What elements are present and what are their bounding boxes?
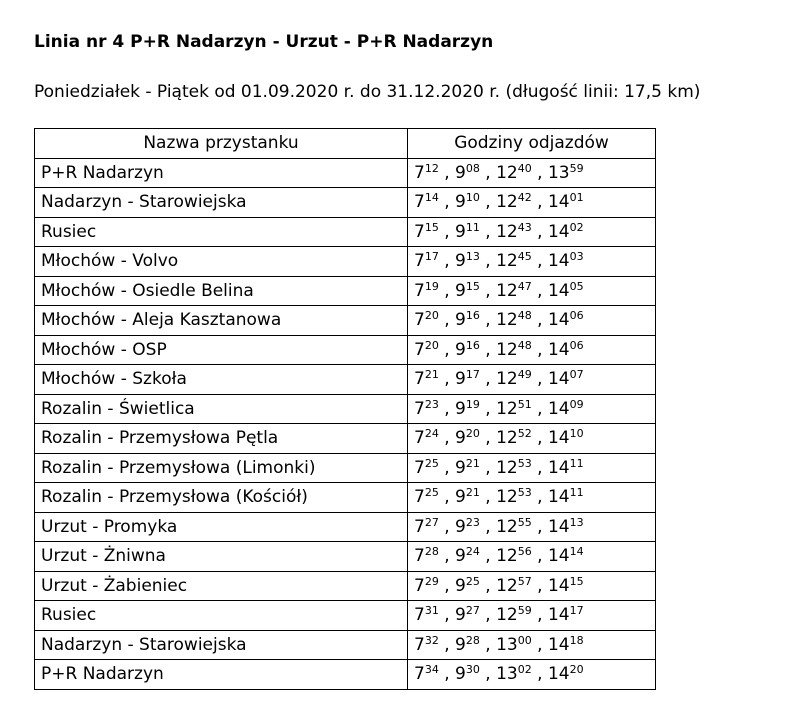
stop-name-cell: Młochów - OSP	[35, 335, 408, 365]
departure-times-cell	[408, 571, 656, 601]
time-separator: ,	[479, 251, 497, 272]
departure-hour: 14	[547, 192, 570, 213]
departure-minutes: 21	[465, 456, 480, 470]
departure-hour: 12	[496, 398, 518, 419]
departure-times-cell	[408, 247, 656, 277]
departure-hour: 14	[547, 664, 570, 685]
departure-minutes: 24	[424, 427, 439, 441]
departure-hour: 7	[414, 192, 425, 213]
departure-minutes: 47	[517, 279, 532, 293]
time-separator: ,	[438, 487, 456, 508]
time-separator: ,	[438, 310, 456, 331]
time-separator: ,	[531, 280, 548, 301]
departure-times-cell	[408, 276, 656, 306]
table-row	[35, 394, 656, 424]
departure-hour: 7	[414, 398, 425, 419]
time-separator: ,	[531, 428, 548, 449]
departure-minutes: 19	[424, 279, 439, 293]
stop-name-cell: Rozalin - Przemysłowa (Limonki)	[35, 453, 408, 483]
time-separator: ,	[531, 162, 548, 183]
departure-times-cell	[408, 601, 656, 631]
time-separator: ,	[438, 251, 456, 272]
departure-hour: 7	[414, 162, 425, 183]
time-separator: ,	[438, 516, 456, 537]
time-separator: ,	[479, 398, 497, 419]
departure-hour: 12	[496, 369, 518, 390]
departure-hour: 9	[455, 339, 466, 360]
stop-name-cell: P+R Nadarzyn	[35, 660, 408, 690]
departure-hour: 12	[496, 162, 518, 183]
departure-hour: 14	[547, 516, 570, 537]
time-separator: ,	[479, 162, 497, 183]
time-separator: ,	[479, 369, 497, 390]
departure-minutes: 51	[517, 397, 532, 411]
departure-minutes: 17	[424, 250, 439, 264]
departure-minutes: 11	[569, 486, 584, 500]
stop-name-cell: Młochów - Volvo	[35, 247, 408, 277]
stop-name-cell: Młochów - Aleja Kasztanowa	[35, 306, 408, 336]
departure-hour: 9	[455, 634, 466, 655]
table-row	[35, 542, 656, 572]
departure-times-cell	[408, 660, 656, 690]
departure-minutes: 09	[569, 397, 584, 411]
stop-name-cell: Rozalin - Świetlica	[35, 394, 408, 424]
time-separator: ,	[531, 516, 548, 537]
table-row	[35, 217, 656, 247]
departure-hour: 14	[547, 280, 570, 301]
departure-hour: 14	[547, 546, 570, 567]
departure-hour: 7	[414, 251, 425, 272]
departure-hour: 9	[455, 575, 466, 596]
departure-hour: 12	[496, 251, 518, 272]
departure-hour: 13	[496, 664, 518, 685]
time-separator: ,	[479, 487, 497, 508]
departure-minutes: 18	[569, 633, 584, 647]
departure-hour: 9	[455, 221, 466, 242]
departure-minutes: 20	[424, 309, 439, 323]
table-row	[35, 601, 656, 631]
table-header-row	[35, 129, 656, 159]
departure-hour: 9	[455, 546, 466, 567]
timetable-body	[35, 158, 656, 689]
departure-hour: 7	[414, 487, 425, 508]
schedule-subtitle: Poniedziałek - Piątek od 01.09.2020 r. do 31.12.2020 r. (długość linii: 17,5 km)	[34, 82, 701, 102]
time-separator: ,	[531, 192, 548, 213]
departure-hour: 13	[547, 162, 570, 183]
time-separator: ,	[479, 546, 497, 567]
departure-hour: 7	[414, 634, 425, 655]
departure-hour: 9	[455, 369, 466, 390]
time-separator: ,	[438, 339, 456, 360]
time-separator: ,	[479, 310, 497, 331]
departure-hour: 9	[455, 398, 466, 419]
page-title: Linia nr 4 P+R Nadarzyn - Urzut - P+R Nadarzyn	[34, 32, 494, 52]
header-stop-name: Nazwa przystanku	[35, 129, 408, 159]
departure-minutes: 52	[517, 427, 532, 441]
departure-minutes: 10	[569, 427, 584, 441]
departure-minutes: 21	[465, 486, 480, 500]
departure-minutes: 48	[517, 309, 532, 323]
time-separator: ,	[479, 516, 497, 537]
departure-hour: 12	[496, 428, 518, 449]
time-separator: ,	[438, 280, 456, 301]
departure-times-cell	[408, 512, 656, 542]
departure-hour: 12	[496, 487, 518, 508]
departure-minutes: 48	[517, 338, 532, 352]
departure-times-cell	[408, 542, 656, 572]
departure-hour: 7	[414, 280, 425, 301]
departure-times-cell	[408, 365, 656, 395]
departure-hour: 7	[414, 428, 425, 449]
time-separator: ,	[479, 280, 497, 301]
departure-minutes: 13	[569, 515, 584, 529]
departure-times-cell	[408, 630, 656, 660]
departure-minutes: 53	[517, 456, 532, 470]
time-separator: ,	[438, 398, 456, 419]
departure-minutes: 15	[424, 220, 439, 234]
departure-hour: 7	[414, 575, 425, 596]
departure-times-cell	[408, 188, 656, 218]
departure-times-cell	[408, 394, 656, 424]
table-row	[35, 158, 656, 188]
departure-times-cell	[408, 453, 656, 483]
departure-hour: 14	[547, 428, 570, 449]
time-separator: ,	[438, 575, 456, 596]
departure-minutes: 28	[465, 633, 480, 647]
departure-hour: 14	[547, 251, 570, 272]
departure-hour: 14	[547, 221, 570, 242]
departure-minutes: 27	[424, 515, 439, 529]
departure-hour: 12	[496, 546, 518, 567]
departure-minutes: 11	[569, 456, 584, 470]
time-separator: ,	[479, 575, 497, 596]
departure-hour: 7	[414, 516, 425, 537]
departure-minutes: 13	[465, 250, 480, 264]
time-separator: ,	[438, 192, 456, 213]
departure-times-cell	[408, 483, 656, 513]
departure-minutes: 45	[517, 250, 532, 264]
stop-name-cell: Nadarzyn - Starowiejska	[35, 188, 408, 218]
departure-hour: 9	[455, 487, 466, 508]
departure-minutes: 02	[569, 220, 584, 234]
departure-minutes: 03	[569, 250, 584, 264]
table-row	[35, 276, 656, 306]
departure-hour: 9	[455, 605, 466, 626]
departure-hour: 7	[414, 369, 425, 390]
departure-minutes: 06	[569, 338, 584, 352]
table-row	[35, 571, 656, 601]
departure-minutes: 00	[517, 633, 532, 647]
departure-times-cell	[408, 158, 656, 188]
departure-minutes: 05	[569, 279, 584, 293]
departure-minutes: 31	[424, 604, 439, 618]
time-separator: ,	[438, 457, 456, 478]
departure-hour: 7	[414, 339, 425, 360]
table-row	[35, 453, 656, 483]
departure-hour: 13	[496, 634, 518, 655]
time-separator: ,	[438, 221, 456, 242]
table-row	[35, 630, 656, 660]
header-departure-times: Godziny odjazdów	[408, 129, 656, 159]
time-separator: ,	[531, 457, 548, 478]
table-row	[35, 365, 656, 395]
table-row	[35, 247, 656, 277]
table-row	[35, 483, 656, 513]
time-separator: ,	[531, 398, 548, 419]
departure-minutes: 32	[424, 633, 439, 647]
departure-minutes: 42	[517, 191, 532, 205]
departure-minutes: 23	[465, 515, 480, 529]
departure-minutes: 25	[465, 574, 480, 588]
departure-minutes: 17	[465, 368, 480, 382]
departure-minutes: 59	[517, 604, 532, 618]
departure-minutes: 49	[517, 368, 532, 382]
departure-minutes: 43	[517, 220, 532, 234]
departure-hour: 14	[547, 310, 570, 331]
departure-minutes: 40	[517, 161, 532, 175]
departure-minutes: 53	[517, 486, 532, 500]
departure-hour: 14	[547, 339, 570, 360]
departure-hour: 9	[455, 310, 466, 331]
time-separator: ,	[438, 634, 456, 655]
time-separator: ,	[531, 605, 548, 626]
departure-minutes: 24	[465, 545, 480, 559]
departure-minutes: 19	[465, 397, 480, 411]
stop-name-cell: Urzut - Żniwna	[35, 542, 408, 572]
departure-hour: 7	[414, 221, 425, 242]
departure-minutes: 01	[569, 191, 584, 205]
stop-name-cell: Młochów - Osiedle Belina	[35, 276, 408, 306]
departure-minutes: 14	[569, 545, 584, 559]
time-separator: ,	[531, 221, 548, 242]
stop-name-cell: Nadarzyn - Starowiejska	[35, 630, 408, 660]
stop-name-cell: Rozalin - Przemysłowa Pętla	[35, 424, 408, 454]
time-separator: ,	[531, 546, 548, 567]
departure-hour: 9	[455, 457, 466, 478]
departure-hour: 14	[547, 487, 570, 508]
departure-minutes: 55	[517, 515, 532, 529]
stop-name-cell: Rozalin - Przemysłowa (Kościół)	[35, 483, 408, 513]
departure-minutes: 20	[465, 427, 480, 441]
departure-hour: 7	[414, 546, 425, 567]
table-row	[35, 306, 656, 336]
time-separator: ,	[531, 634, 548, 655]
departure-hour: 7	[414, 605, 425, 626]
time-separator: ,	[531, 310, 548, 331]
departure-hour: 12	[496, 280, 518, 301]
departure-hour: 14	[547, 634, 570, 655]
time-separator: ,	[531, 369, 548, 390]
departure-hour: 12	[496, 339, 518, 360]
time-separator: ,	[531, 251, 548, 272]
departure-hour: 7	[414, 310, 425, 331]
departure-minutes: 12	[424, 161, 439, 175]
departure-hour: 14	[547, 457, 570, 478]
departure-hour: 9	[455, 516, 466, 537]
table-row	[35, 424, 656, 454]
time-separator: ,	[438, 162, 456, 183]
departure-minutes: 25	[424, 486, 439, 500]
departure-times-cell	[408, 306, 656, 336]
stop-name-cell: Urzut - Promyka	[35, 512, 408, 542]
time-separator: ,	[479, 664, 497, 685]
time-separator: ,	[531, 575, 548, 596]
time-separator: ,	[479, 192, 497, 213]
departure-minutes: 25	[424, 456, 439, 470]
time-separator: ,	[438, 428, 456, 449]
departure-times-cell	[408, 217, 656, 247]
departure-minutes: 17	[569, 604, 584, 618]
departure-hour: 9	[455, 162, 466, 183]
departure-hour: 9	[455, 664, 466, 685]
departure-hour: 9	[455, 251, 466, 272]
time-separator: ,	[438, 605, 456, 626]
departure-minutes: 11	[465, 220, 480, 234]
timetable	[34, 128, 656, 690]
departure-minutes: 08	[465, 161, 480, 175]
time-separator: ,	[479, 428, 497, 449]
departure-minutes: 57	[517, 574, 532, 588]
time-separator: ,	[479, 634, 497, 655]
table-row	[35, 188, 656, 218]
departure-times-cell	[408, 335, 656, 365]
departure-hour: 12	[496, 310, 518, 331]
time-separator: ,	[479, 605, 497, 626]
departure-times-cell	[408, 424, 656, 454]
table-row	[35, 660, 656, 690]
table-row	[35, 512, 656, 542]
departure-minutes: 20	[569, 663, 584, 677]
departure-hour: 7	[414, 457, 425, 478]
departure-hour: 7	[414, 664, 425, 685]
departure-minutes: 29	[424, 574, 439, 588]
departure-minutes: 56	[517, 545, 532, 559]
time-separator: ,	[438, 546, 456, 567]
departure-minutes: 30	[465, 663, 480, 677]
time-separator: ,	[531, 487, 548, 508]
departure-minutes: 15	[465, 279, 480, 293]
departure-hour: 12	[496, 516, 518, 537]
time-separator: ,	[438, 369, 456, 390]
table-row	[35, 335, 656, 365]
departure-minutes: 16	[465, 309, 480, 323]
stop-name-cell: Rusiec	[35, 217, 408, 247]
departure-hour: 12	[496, 221, 518, 242]
departure-minutes: 14	[424, 191, 439, 205]
time-separator: ,	[438, 664, 456, 685]
time-separator: ,	[531, 664, 548, 685]
departure-minutes: 23	[424, 397, 439, 411]
departure-hour: 9	[455, 428, 466, 449]
time-separator: ,	[479, 457, 497, 478]
departure-hour: 12	[496, 575, 518, 596]
departure-minutes: 27	[465, 604, 480, 618]
departure-hour: 9	[455, 192, 466, 213]
departure-hour: 12	[496, 192, 518, 213]
departure-hour: 14	[547, 605, 570, 626]
departure-hour: 14	[547, 369, 570, 390]
departure-minutes: 34	[424, 663, 439, 677]
departure-minutes: 10	[465, 191, 480, 205]
departure-minutes: 15	[569, 574, 584, 588]
departure-minutes: 16	[465, 338, 480, 352]
stop-name-cell: Urzut - Żabieniec	[35, 571, 408, 601]
departure-hour: 12	[496, 457, 518, 478]
stop-name-cell: Rusiec	[35, 601, 408, 631]
time-separator: ,	[531, 339, 548, 360]
departure-minutes: 21	[424, 368, 439, 382]
departure-hour: 14	[547, 398, 570, 419]
departure-minutes: 06	[569, 309, 584, 323]
time-separator: ,	[479, 221, 497, 242]
departure-minutes: 28	[424, 545, 439, 559]
departure-minutes: 20	[424, 338, 439, 352]
departure-hour: 12	[496, 605, 518, 626]
departure-minutes: 07	[569, 368, 584, 382]
departure-minutes: 02	[517, 663, 532, 677]
departure-hour: 14	[547, 575, 570, 596]
departure-hour: 9	[455, 280, 466, 301]
stop-name-cell: Młochów - Szkoła	[35, 365, 408, 395]
departure-minutes: 59	[569, 161, 584, 175]
time-separator: ,	[479, 339, 497, 360]
stop-name-cell: P+R Nadarzyn	[35, 158, 408, 188]
